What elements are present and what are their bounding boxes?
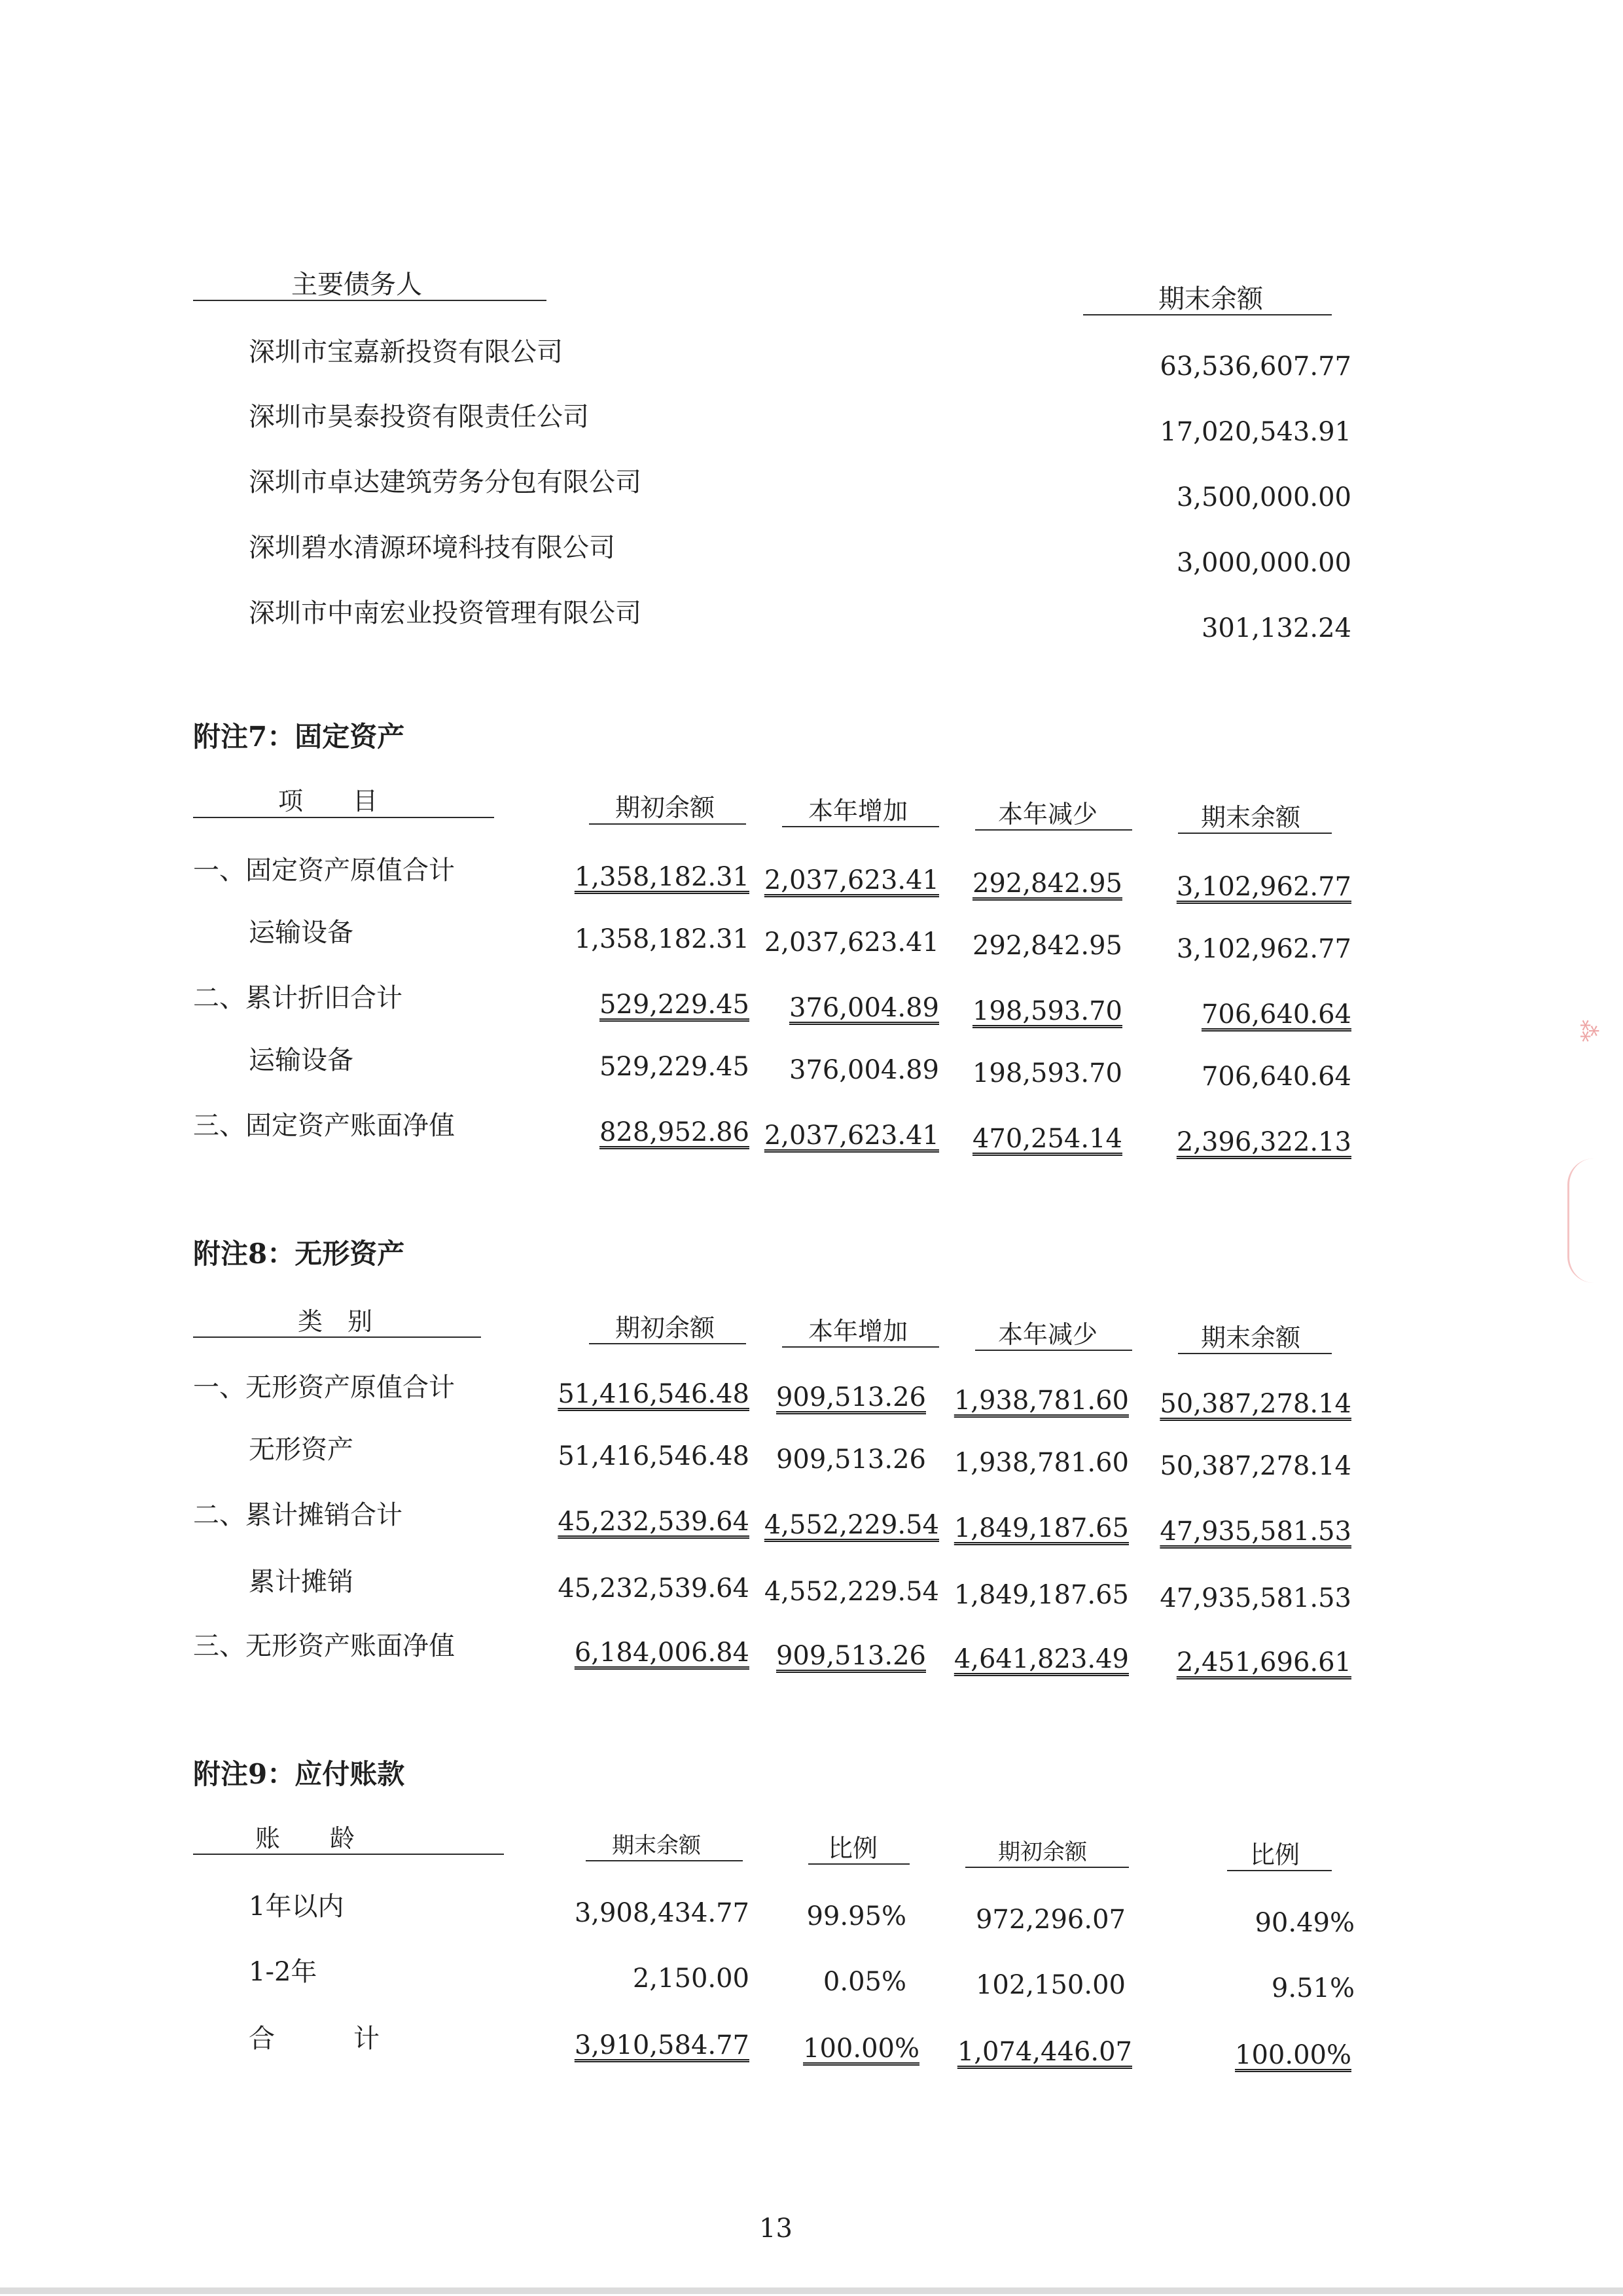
- cell-value: 45,232,539.64: [558, 1507, 749, 1537]
- cell-value: 972,296.07: [975, 1905, 1126, 1935]
- cell-value: 292,842.95: [972, 931, 1122, 961]
- debtor-name: 深圳碧水清源环境科技有限公司: [249, 533, 615, 563]
- row-label: 一、固定资产原值合计: [193, 855, 455, 886]
- column-header: 类 别: [298, 1307, 373, 1336]
- column-header: 本年增加: [808, 1317, 908, 1346]
- debtor-amount: 301,132.24: [1201, 613, 1351, 643]
- column-header: 本年增加: [808, 797, 908, 825]
- header-underline: [589, 823, 746, 825]
- cell-value: 3,102,962.77: [1176, 872, 1351, 902]
- page-number: 13: [759, 2214, 793, 2244]
- header-underline: [193, 300, 546, 301]
- header-underline: [1178, 833, 1332, 834]
- debtors-header-amount: 期末余额: [1158, 284, 1263, 314]
- row-label: 二、累计折旧合计: [193, 983, 402, 1013]
- debtor-amount: 63,536,607.77: [1160, 351, 1351, 382]
- row-label: 合 计: [249, 2024, 380, 2054]
- row-label: 1年以内: [249, 1892, 344, 1922]
- header-underline: [1178, 1353, 1332, 1354]
- cell-value: 2,451,696.61: [1176, 1647, 1351, 1677]
- cell-value: 2,150.00: [632, 1964, 749, 1994]
- cell-value: 828,952.86: [599, 1117, 749, 1147]
- cell-value: 3,910,584.77: [574, 2030, 749, 2060]
- debtor-name: 深圳市中南宏业投资管理有限公司: [249, 598, 641, 628]
- header-underline: [193, 1336, 481, 1338]
- row-label: 三、无形资产账面净值: [193, 1631, 455, 1661]
- cell-value: 198,593.70: [972, 996, 1122, 1026]
- cell-value: 2,037,623.41: [764, 927, 939, 958]
- cell-value: 4,552,229.54: [764, 1577, 939, 1607]
- cell-value: 376,004.89: [789, 1055, 939, 1085]
- cell-value: 470,254.14: [972, 1124, 1122, 1154]
- header-underline: [965, 1867, 1129, 1868]
- cell-value: 706,640.64: [1201, 1062, 1351, 1092]
- cell-value: 102,150.00: [975, 1970, 1126, 2000]
- page-bottom-edge: [0, 2287, 1623, 2294]
- section-title: 附注8：无形资产: [193, 1238, 405, 1270]
- row-label: 一、无形资产原值合计: [193, 1372, 455, 1403]
- header-underline: [193, 817, 494, 818]
- column-header: 期初余额: [615, 1314, 715, 1342]
- cell-value: 51,416,546.48: [558, 1441, 749, 1471]
- cell-value: 47,935,581.53: [1160, 1583, 1351, 1613]
- cell-value: 1,358,182.31: [574, 924, 749, 954]
- debtor-amount: 3,000,000.00: [1176, 548, 1351, 578]
- column-header: 期末余额: [612, 1833, 701, 1859]
- row-label: 运输设备: [249, 918, 353, 948]
- cell-value: 1,938,781.60: [954, 1386, 1129, 1416]
- cell-value: 198,593.70: [972, 1058, 1122, 1088]
- cell-value: 909,513.26: [776, 1444, 926, 1475]
- seal-stamp-mark: ⁂: [1575, 1020, 1601, 1042]
- cell-value: 2,037,623.41: [764, 865, 939, 895]
- header-underline: [782, 826, 939, 827]
- debtor-amount: 3,500,000.00: [1176, 482, 1351, 512]
- column-header: 账 龄: [255, 1824, 355, 1853]
- cell-value: 376,004.89: [789, 993, 939, 1023]
- row-label: 累计摊销: [249, 1567, 353, 1597]
- column-header: 期末余额: [1201, 803, 1301, 832]
- cell-value: 3,908,434.77: [574, 1898, 749, 1928]
- cell-value: 1,358,182.31: [574, 862, 749, 892]
- debtor-amount: 17,020,543.91: [1160, 417, 1351, 447]
- cell-value: 292,842.95: [972, 869, 1122, 899]
- header-underline: [782, 1346, 939, 1348]
- cell-value: 529,229.45: [599, 1052, 749, 1082]
- header-underline: [808, 1863, 910, 1865]
- cell-value: 0.05%: [823, 1967, 906, 1997]
- column-header: 比例: [1250, 1840, 1300, 1869]
- row-label: 无形资产: [249, 1435, 353, 1465]
- cell-value: 50,387,278.14: [1160, 1451, 1351, 1481]
- cell-value: 909,513.26: [776, 1641, 926, 1671]
- header-underline: [1083, 314, 1332, 315]
- row-label: 二、累计摊销合计: [193, 1500, 402, 1530]
- debtor-name: 深圳市卓达建筑劳务分包有限公司: [249, 467, 641, 497]
- column-header: 本年减少: [998, 1320, 1098, 1349]
- debtors-header-name: 主要债务人: [291, 270, 422, 300]
- row-label: 运输设备: [249, 1045, 353, 1075]
- column-header: 本年减少: [998, 800, 1098, 829]
- debtor-name: 深圳市宝嘉新投资有限公司: [249, 337, 563, 367]
- header-underline: [193, 1854, 504, 1855]
- header-underline: [1227, 1870, 1332, 1871]
- cell-value: 529,229.45: [599, 990, 749, 1020]
- cell-value: 909,513.26: [776, 1382, 926, 1412]
- column-header: 期末余额: [1201, 1323, 1301, 1352]
- cell-value: 50,387,278.14: [1160, 1389, 1351, 1419]
- cell-value: 47,935,581.53: [1160, 1516, 1351, 1547]
- cell-value: 99.95%: [806, 1901, 906, 1931]
- cell-value: 4,552,229.54: [764, 1510, 939, 1540]
- cell-value: 51,416,546.48: [558, 1379, 749, 1409]
- section-title: 附注9：应付账款: [193, 1758, 405, 1790]
- cell-value: 1,849,187.65: [954, 1513, 1129, 1543]
- cell-value: 2,396,322.13: [1176, 1127, 1351, 1157]
- cell-value: 1,074,446.07: [957, 2037, 1132, 2067]
- column-header: 项 目: [278, 787, 378, 816]
- cell-value: 90.49%: [1255, 1908, 1355, 1938]
- section-title: 附注7：固定资产: [193, 721, 405, 753]
- header-underline: [975, 829, 1132, 831]
- header-underline: [586, 1860, 743, 1861]
- cell-value: 100.00%: [1235, 2040, 1351, 2070]
- cell-value: 6,184,006.84: [574, 1638, 749, 1668]
- header-underline: [975, 1350, 1132, 1351]
- debtor-name: 深圳市昊泰投资有限责任公司: [249, 402, 589, 432]
- cell-value: 45,232,539.64: [558, 1573, 749, 1604]
- column-header: 比例: [828, 1834, 878, 1863]
- column-header: 期初余额: [615, 793, 715, 822]
- cell-value: 4,641,823.49: [954, 1644, 1129, 1674]
- row-label: 三、固定资产账面净值: [193, 1111, 455, 1141]
- cell-value: 1,938,781.60: [954, 1448, 1129, 1478]
- cell-value: 706,640.64: [1201, 999, 1351, 1030]
- column-header: 期初余额: [998, 1839, 1087, 1865]
- seal-stamp-mark: [1567, 1158, 1615, 1283]
- header-underline: [589, 1343, 746, 1344]
- cell-value: 9.51%: [1271, 1973, 1355, 2003]
- cell-value: 100.00%: [803, 2034, 919, 2064]
- cell-value: 1,849,187.65: [954, 1580, 1129, 1610]
- row-label: 1-2年: [249, 1957, 317, 1987]
- cell-value: 3,102,962.77: [1176, 934, 1351, 964]
- cell-value: 2,037,623.41: [764, 1121, 939, 1151]
